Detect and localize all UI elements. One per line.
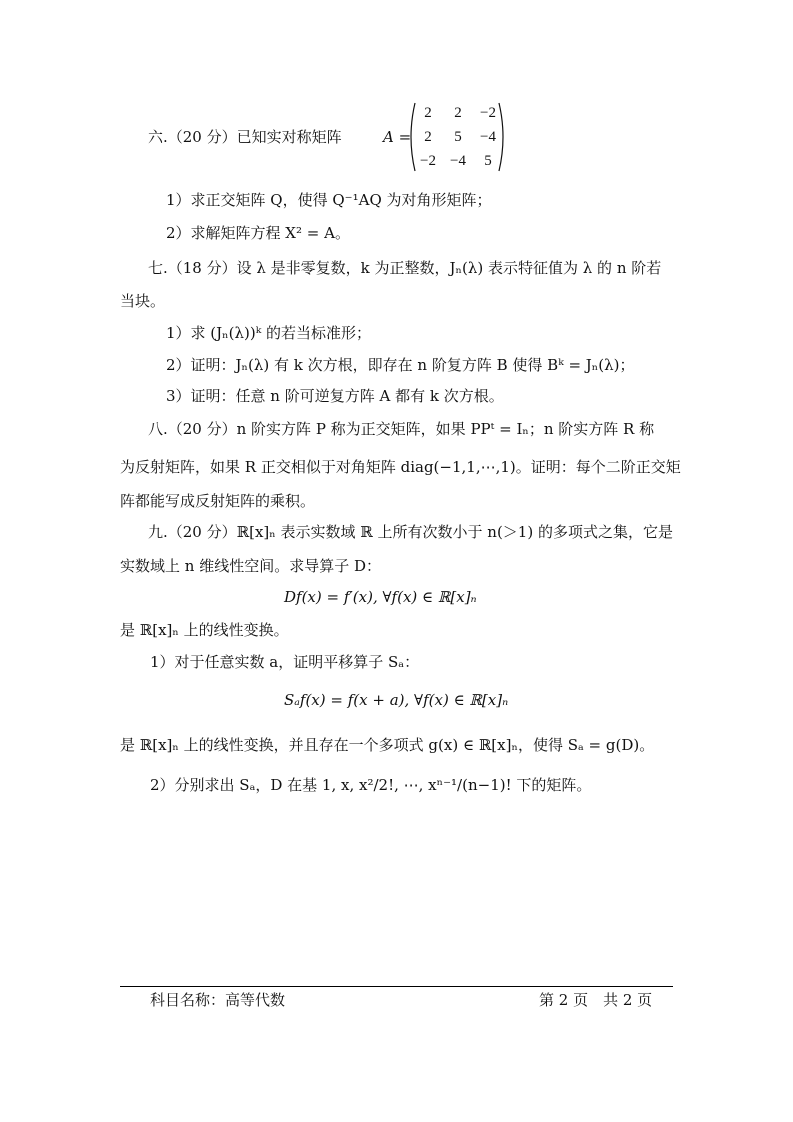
matrix-cell: 2 (424, 105, 432, 121)
q9-line4: 是 ℝ[x]ₙ 上的线性变换，并且存在一个多项式 g(x) ∈ ℝ[x]ₙ，使得 Sₐ = g(D)。 (120, 736, 655, 754)
q6-part1: 1）求正交矩阵 Q，使得 Q⁻¹AQ 为对角形矩阵； (166, 191, 492, 209)
matrix-cell: −2 (420, 153, 436, 169)
footer-page-number: 第 2 页 共 2 页 (539, 991, 653, 1009)
matrix-cell: −2 (480, 105, 496, 121)
footer-rule (120, 986, 673, 987)
matrix-cell: 2 (454, 105, 462, 121)
footer-subject: 科目名称：高等代数 (150, 991, 286, 1009)
q7-part3: 3）证明：任意 n 阶可逆复方阵 A 都有 k 次方根。 (166, 387, 504, 405)
q6-matrix-label: A = (383, 128, 412, 146)
q7-part1: 1）求 (Jₙ(λ))ᵏ 的若当标准形； (166, 324, 371, 342)
matrix-cell: 5 (454, 129, 462, 145)
q6-heading: 六.（20 分）已知实对称矩阵 (148, 128, 342, 146)
q8-line2: 为反射矩阵，如果 R 正交相似于对角矩阵 diag(−1,1,⋯,1)。证明：每个二阶正交矩 (120, 458, 681, 476)
matrix-cell: 2 (424, 129, 432, 145)
q9-formula-derivative: Df(x) = f′(x), ∀f(x) ∈ ℝ[x]ₙ (284, 588, 477, 606)
q6-matrix (405, 101, 509, 173)
q6-part2: 2）求解矩阵方程 X² = A。 (166, 224, 350, 242)
q9-part2: 2）分别求出 Sₐ，D 在基 1, x, x²/2!, ⋯, xⁿ⁻¹/(n−1)! 下的矩阵。 (150, 776, 592, 794)
matrix-cell: 5 (484, 153, 492, 169)
q9-part1: 1）对于任意实数 a，证明平移算子 Sₐ： (150, 653, 420, 671)
q9-heading: 九.（20 分）ℝ[x]ₙ 表示实数域 ℝ 上所有次数小于 n(＞1) 的多项式之集，它是 (148, 523, 673, 541)
q9-line2: 实数域上 n 维线性空间。求导算子 D： (120, 557, 381, 575)
q8-line3: 阵都能写成反射矩阵的乘积。 (120, 492, 316, 510)
q7-part2: 2）证明：Jₙ(λ) 有 k 次方根，即存在 n 阶复方阵 B 使得 Bᵏ = Jₙ(λ)； (166, 356, 635, 374)
matrix-cell: −4 (450, 153, 466, 169)
q7-continuation: 当块。 (120, 292, 166, 310)
q8-heading: 八.（20 分）n 阶实方阵 P 称为正交矩阵，如果 PPᵗ = Iₙ；n 阶实方阵 R 称 (148, 420, 655, 438)
q7-heading: 七.（18 分）设 λ 是非零复数，k 为正整数，Jₙ(λ) 表示特征值为 λ 的 n 阶若 (148, 259, 662, 277)
q9-line3: 是 ℝ[x]ₙ 上的线性变换。 (120, 621, 289, 639)
q9-formula-shift: Sₐf(x) = f(x + a), ∀f(x) ∈ ℝ[x]ₙ (284, 691, 509, 709)
matrix-cell: −4 (480, 129, 496, 145)
